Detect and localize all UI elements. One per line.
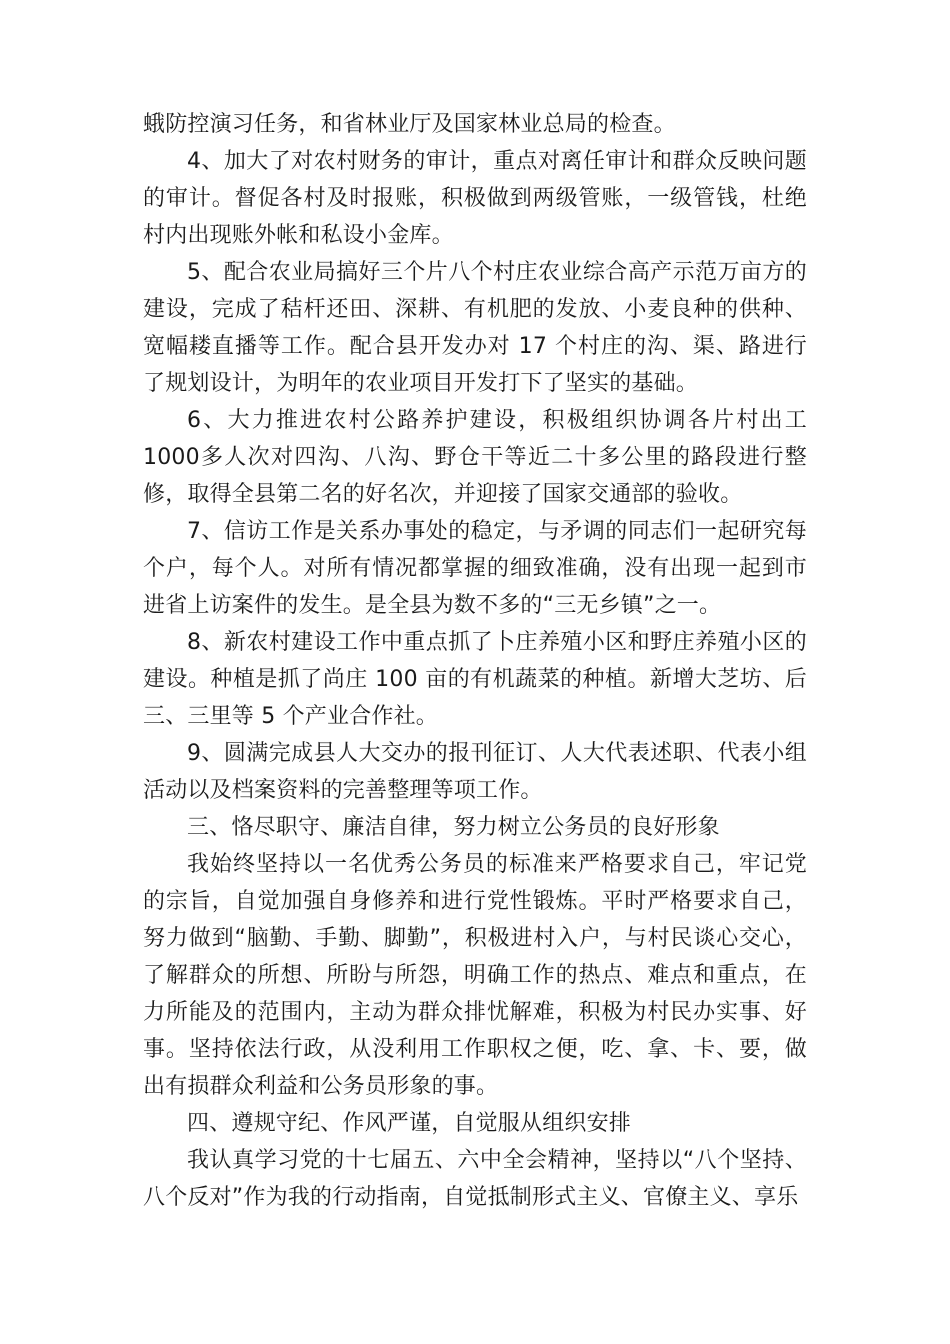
paragraph-item-8: 8、新农村建设工作中重点抓了卜庄养殖小区和野庄养殖小区的建设。种植是抓了尚庄 100 亩的有机蔬菜的种植。新增大芝坊、后三、三里等 5 个产业合作社。 xyxy=(143,630,807,729)
paragraph-item-9: 9、圆满完成县人大交办的报刊征订、人大代表述职、代表小组活动以及档案资料的完善整理等项工作。 xyxy=(143,741,807,803)
paragraph-item-7: 7、信访工作是关系办事处的稳定，与矛调的同志们一起研究每个户，每个人。对所有情况都掌握的细致准确，没有出现一起到市进省上访案件的发生。是全县为数不多的“三无乡镇”之一。 xyxy=(143,519,807,618)
section-heading-3: 三、恪尽职守、廉洁自律，努力树立公务员的良好形象 xyxy=(187,815,720,840)
paragraph-section-4-body: 我认真学习党的十七届五、六中全会精神，坚持以“八个坚持、八个反对”作为我的行动指南，自觉抵制形式主义、官僚主义、享乐 xyxy=(143,1148,807,1210)
paragraph-continued: 蛾防控演习任务，和省林业厅及国家林业总局的检查。 xyxy=(143,112,676,137)
paragraph-item-5: 5、配合农业局搞好三个片八个村庄农业综合高产示范万亩方的建设，完成了秸杆还田、深耕、有机肥的发放、小麦良种的供种、宽幅耧直播等工作。配合县开发办对 17 个村庄的沟、渠、路进行了规划设计，为明年的农业项目开发打下了坚实的基础。 xyxy=(143,260,807,396)
document-body xyxy=(143,106,807,1216)
paragraph-item-4: 4、加大了对农村财务的审计，重点对离任审计和群众反映问题的审计。督促各村及时报账，积极做到两级管账，一级管钱，杜绝村内出现账外帐和私设小金库。 xyxy=(143,149,807,248)
section-heading-4: 四、遵规守纪、作风严谨，自觉服从组织安排 xyxy=(187,1111,632,1136)
paragraph-section-3-body: 我始终坚持以一名优秀公务员的标准来严格要求自己，牢记党的宗旨，自觉加强自身修养和进行党性锻炼。平时严格要求自己，努力做到“脑勤、手勤、脚勤”，积极进村入户，与村民谈心交心，了解群众的所想、所盼与所怨，明确工作的热点、难点和重点，在力所能及的范围内，主动为群众排忧解难，积极为村民办实事、好事。坚持依法行政，从没利用工作职权之便，吃、拿、卡、要，做出有损群众利益和公务员形象的事。 xyxy=(143,852,807,1099)
paragraph-item-6: 6、大力推进农村公路养护建设，积极组织协调各片村出工 1000多人次对四沟、八沟、野仓干等近二十多公里的路段进行整修，取得全县第二名的好名次，并迎接了国家交通部的验收。 xyxy=(143,408,807,507)
